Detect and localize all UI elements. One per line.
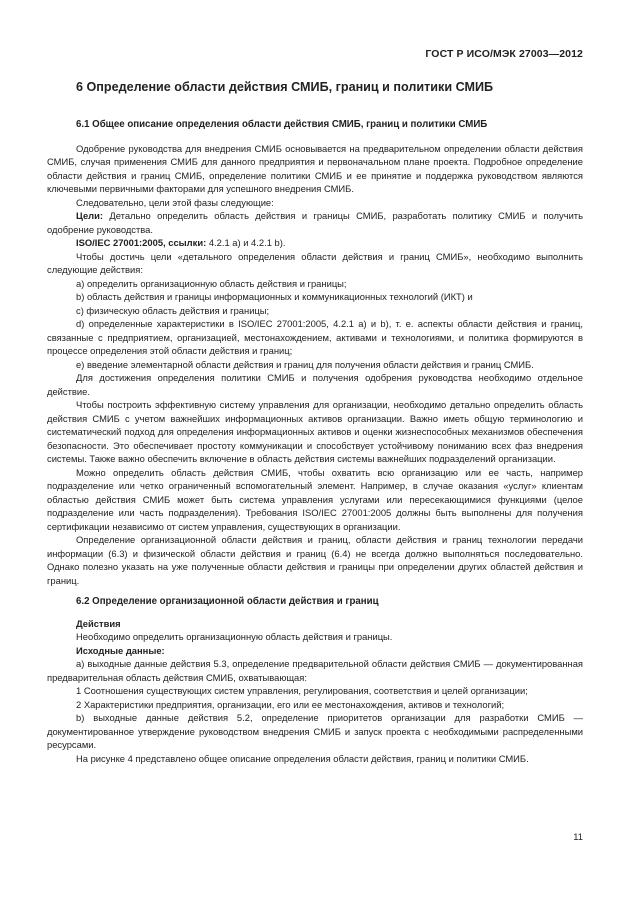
reference-text: 4.2.1 а) и 4.2.1 b). — [206, 237, 286, 248]
section-title: 6 Определение области действия СМИБ, границ и политики СМИБ — [76, 80, 494, 94]
list-item: d) определенные характеристики в ISO/IEC 27001:2005, 4.2.1 а) и b), т. е. аспекты области действия и границ, связанные с предприятием, организацией, местонахождением, активами и технологиями, и политика формируются в процессе определения этой области действия и границ; — [47, 318, 583, 356]
list-item: b) выходные данные действия 5.2, определение приоритетов организации для разработки СМИБ — документированное утверждение руководством внедрения СМИБ и запуск проекта с необходимыми распределенными ресурсами. — [47, 712, 583, 750]
paragraph: На рисунке 4 представлено общее описание определения области действия, границ и политики СМИБ. — [76, 752, 529, 764]
nested-list-item: 2 Характеристики предприятия, организации, его или ее местонахождения, активов и технологий; — [76, 698, 505, 710]
subsection-title-6-1: 6.1 Общее описание определения области действия СМИБ, границ и политики СМИБ — [76, 119, 488, 130]
standard-header: ГОСТ Р ИСО/МЭК 27003—2012 — [425, 48, 583, 60]
paragraph: Определение организационной области действия и границ, области действия и границ технологии передачи информации (6.3) и физической области действия и границ (6.4) не всегда должно выполняться последовательно. Однако полезно указать на уже полученные области действия и границы при определении других областей действия и границ. — [47, 534, 583, 586]
list-item: а) определить организационную область действия и границы; — [76, 277, 347, 289]
actions-text: Необходимо определить организационную область действия и границы. — [76, 631, 393, 642]
paragraph: Следовательно, цели этой фазы следующие: — [76, 196, 274, 208]
goals-text: Детально определить область действия и границы СМИБ, разработать политику СМИБ и получить одобрение руководства. — [47, 210, 583, 235]
reference-label: ISO/IEC 27001:2005, ссылки: — [76, 237, 207, 248]
actions-label: Действия — [76, 617, 121, 629]
paragraph: Одобрение руководства для внедрения СМИБ основывается на предварительном определении области действия СМИБ, случая применения СМИБ для данного предприятия и первоначальном плане проекта. Подробное определение области действия и границ СМИБ, определение политики СМИБ и ее принятие и поддержка руководством являются ключевыми первичными факторами для успешного внедрения СМИБ. — [47, 142, 583, 194]
paragraph: Можно определить область действия СМИБ, чтобы охватить всю организацию или ее часть, например подразделение или четко ограниченный вспомогательный элемент. Например, в случае оказания «услуг» клиентам областью действия СМИБ может быть система управления услугами или пересекающимися функциями (целое подразделение или часть подразделения). Требования ISO/IEC 27001:2005 должны быть выполнены для получения сертификации независимо от систем управления, существующих в организации. — [47, 466, 583, 532]
goals-label: Цели: — [76, 210, 104, 221]
list-item: с) физическую область действия и границы; — [76, 304, 270, 316]
paragraph: Для достижения определения политики СМИБ и получения одобрения руководства необходимо отдельное действие. — [47, 372, 583, 397]
document-body — [47, 110, 583, 765]
paragraph: Чтобы достичь цели «детального определения области действия и границ СМИБ», необходимо выполнить следующие действия: — [47, 250, 583, 275]
page-number: 11 — [573, 831, 583, 842]
subsection-title-6-2: 6.2 Определение организационной области действия и границ — [76, 596, 379, 607]
inputs-label: Исходные данные: — [76, 644, 165, 656]
list-item: е) введение элементарной области действия и границ для получения области действия и границ СМИБ. — [76, 358, 534, 370]
list-item: а) выходные данные действия 5.3, определение предварительной области действия СМИБ — документированная предварительная область действия СМИБ, охватывающая: — [47, 658, 583, 683]
nested-list-item: 1 Соотношения существующих систем управления, регулирования, соответствия и целей организации; — [76, 685, 528, 696]
goals-paragraph — [47, 209, 583, 236]
reference-paragraph — [47, 236, 583, 250]
paragraph: Чтобы построить эффективную систему управления для организации, необходимо детально определить область действия СМИБ с учетом важнейших информационных активов организации. Важно иметь общую терминологию и систематический подход для определения информационных активов и оценки жизнеспособных механизмов обеспечения безопасности. Это обеспечивает простоту коммуникации и способствует устойчивому пониманию всех фаз внедрения системы. Также важно обеспечить включение в область действия системы важнейших подразделений организации. — [47, 399, 583, 464]
list-item: b) область действия и границы информационных и коммуникационных технологий (ИКТ) и — [76, 291, 473, 302]
